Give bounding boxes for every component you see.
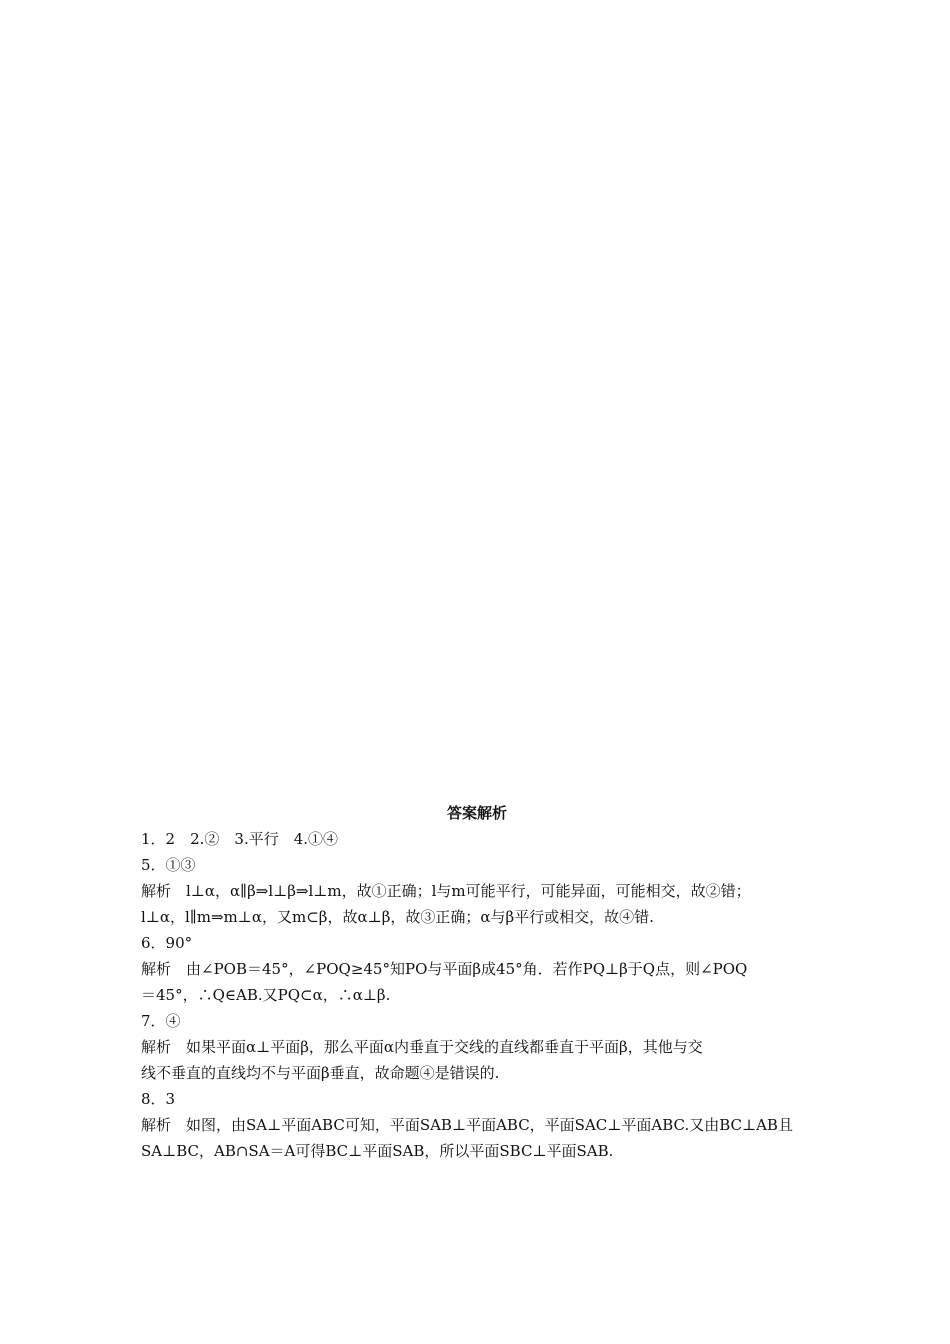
analysis-line-12: 解析 如图，由SA⊥平面ABC可知，平面SAB⊥平面ABC，平面SAC⊥平面ABC.又由BC⊥AB且 [141, 1116, 793, 1134]
answer-line-2: 5．①③ [141, 856, 196, 874]
analysis-line-3: 解析 l⊥α，α∥β⇒l⊥β⇒l⊥m，故①正确；l与m可能平行，可能异面，可能相交，故②错； [141, 882, 751, 900]
answer-line-1: 1．2 2.② 3.平行 4.①④ [141, 830, 339, 848]
analysis-line-10: 线不垂直的直线均不与平面β垂直，故命题④是错误的. [141, 1064, 500, 1082]
answer-section [141, 800, 813, 1164]
analysis-line-4: l⊥α，l∥m⇒m⊥α，又m⊂β，故α⊥β，故③正确；α与β平行或相交，故④错. [141, 908, 654, 926]
analysis-line-7: ＝45°，∴Q∈AB.又PQ⊂α，∴α⊥β. [141, 986, 391, 1004]
answer-line-5: 6．90° [141, 934, 193, 952]
section-title: 答案解析 [446, 804, 507, 822]
analysis-line-6: 解析 由∠POB＝45°，∠POQ≥45°知PO与平面β成45°角．若作PQ⊥β于Q点，则∠POQ [141, 960, 748, 978]
analysis-line-13: SA⊥BC，AB∩SA＝A可得BC⊥平面SAB，所以平面SBC⊥平面SAB. [141, 1142, 614, 1160]
answer-line-11: 8．3 [141, 1090, 176, 1108]
answer-line-8: 7．④ [141, 1012, 181, 1030]
analysis-line-9: 解析 如果平面α⊥平面β，那么平面α内垂直于交线的直线都垂直于平面β，其他与交 [141, 1038, 703, 1056]
